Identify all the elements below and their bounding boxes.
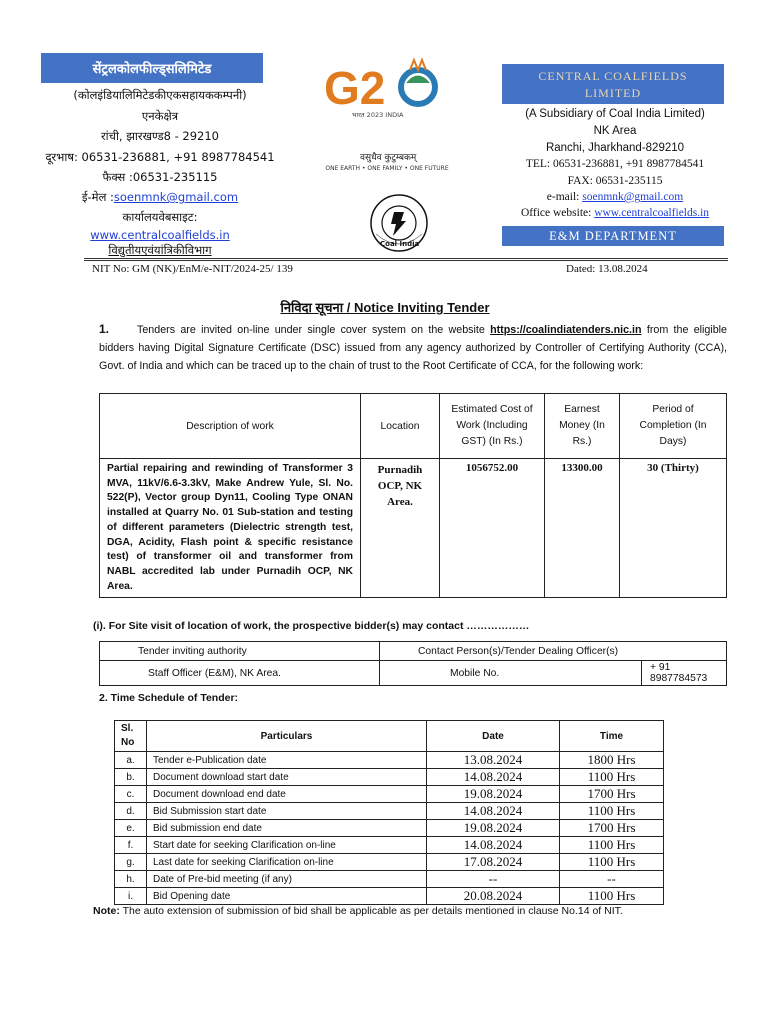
g20-subtitle: भारत 2023 INDIA bbox=[352, 111, 404, 119]
para-1-text: Tenders are invited on-line under single cover system on the website bbox=[137, 324, 485, 336]
hindi-website-label: कार्यालयवेबसाइट: bbox=[122, 210, 198, 224]
schedule-date: -- bbox=[427, 871, 560, 888]
schedule-particular: Last date for seeking Clarification on-line bbox=[147, 854, 427, 871]
table-row bbox=[115, 854, 664, 871]
schedule-title: 2. Time Schedule of Tender: bbox=[99, 692, 239, 704]
tender-website-link[interactable]: https://coalindiatenders.nic.in bbox=[490, 324, 642, 336]
contact-mobile-label: Mobile No. bbox=[380, 661, 642, 686]
schedule-sl: c. bbox=[115, 786, 147, 803]
work-location: Purnadih OCP, NK Area. bbox=[361, 459, 440, 598]
schedule-time: 1700 Hrs bbox=[560, 786, 664, 803]
work-header-location: Location bbox=[361, 394, 440, 459]
english-city-line: Ranchi, Jharkhand-829210 bbox=[545, 142, 685, 154]
schedule-table bbox=[114, 720, 664, 905]
g20-hindi-motto: वसुधैव कुटुम्बकम् bbox=[360, 153, 417, 163]
schedule-sl: b. bbox=[115, 769, 147, 786]
english-company-banner bbox=[502, 64, 724, 104]
english-fax-line: FAX: 06531-235115 bbox=[567, 175, 663, 187]
hindi-company-banner: सेंट्रलकोलफील्ड्सलिमिटेड bbox=[41, 53, 263, 83]
nit-date: Dated: 13.08.2024 bbox=[566, 263, 648, 275]
english-website-label: Office website: bbox=[520, 207, 595, 219]
nit-number: NIT No: GM (NK)/EnM/e-NIT/2024-25/ 139 bbox=[92, 263, 293, 275]
schedule-header-row bbox=[115, 721, 664, 752]
table-row bbox=[115, 837, 664, 854]
schedule-particular: Date of Pre-bid meeting (if any) bbox=[147, 871, 427, 888]
para-1-rest: from the eligible bidders having Digital Signature Certificate (DSC) issued from any agency authorized by Controller of Certifying Authority (CCA), Govt. of India and which can be traced up to the chain of trust to the Root Certificate of CCA, for the following work: bbox=[99, 324, 727, 372]
em-department-banner: E&M DEPARTMENT bbox=[502, 226, 724, 246]
hindi-area-line: एनकेक्षेत्र bbox=[141, 109, 179, 123]
header-divider-2 bbox=[84, 260, 728, 261]
hindi-fax-line: फैक्स :06531-235115 bbox=[102, 170, 218, 184]
hindi-website-link[interactable]: www.centralcoalfields.in bbox=[90, 228, 230, 242]
contact-row bbox=[100, 661, 727, 686]
hindi-email-label: ई-मेल : bbox=[81, 190, 114, 204]
schedule-date: 17.08.2024 bbox=[427, 854, 560, 871]
contact-mobile-number: + 91 8987784573 bbox=[642, 661, 727, 686]
schedule-header-date: Date bbox=[427, 721, 560, 752]
schedule-header-time: Time bbox=[560, 721, 664, 752]
schedule-time: -- bbox=[560, 871, 664, 888]
hindi-email-line bbox=[30, 190, 290, 205]
schedule-particular: Tender e-Publication date bbox=[147, 752, 427, 769]
schedule-sl: i. bbox=[115, 888, 147, 905]
work-header-emd: Earnest Money (In Rs.) bbox=[545, 394, 620, 459]
para-1-number: 1. bbox=[99, 322, 110, 336]
english-email-link[interactable]: soenmnk@gmail.com bbox=[582, 191, 684, 203]
footer-note bbox=[93, 903, 728, 920]
coal-india-logo bbox=[368, 190, 430, 256]
table-row bbox=[115, 820, 664, 837]
para-1 bbox=[99, 320, 727, 375]
hindi-email-link[interactable]: soenmnk@gmail.com bbox=[113, 190, 239, 204]
hindi-department: विद्युतीयएवंयांत्रिकीविभाग bbox=[108, 243, 212, 257]
english-website-line bbox=[495, 207, 735, 219]
work-table-row bbox=[100, 459, 727, 598]
work-cost: 1056752.00 bbox=[440, 459, 545, 598]
schedule-date: 20.08.2024 bbox=[427, 888, 560, 905]
work-header-period: Period of Completion (In Days) bbox=[620, 394, 727, 459]
contact-header-authority: Tender inviting authority bbox=[100, 642, 380, 661]
schedule-particular: Bid submission end date bbox=[147, 820, 427, 837]
hindi-city-line: रांची, झारखण्ड8 - 29210 bbox=[100, 129, 220, 143]
schedule-date: 13.08.2024 bbox=[427, 752, 560, 769]
work-description: Partial repairing and rewinding of Transformer 3 MVA, 11kV/6.6-3.3kV, Make Andrew Yule, Sl. No. 522(P), Vector group Dyn11, Cooling Type ONAN installed at Quarry No. 01 Sub-station and testing of different parameters (Dielectric strength test, DGA, Acidity, Flash point & specific resistance test) of transformer oil and transformer from NABL accredited lab under Purnadih OCP, NK Area. bbox=[100, 459, 361, 598]
schedule-particular: Bid Opening date bbox=[147, 888, 427, 905]
schedule-time: 1100 Hrs bbox=[560, 769, 664, 786]
schedule-time: 1100 Hrs bbox=[560, 854, 664, 871]
work-table bbox=[99, 393, 727, 598]
schedule-sl: d. bbox=[115, 803, 147, 820]
schedule-sl: f. bbox=[115, 837, 147, 854]
work-table-header bbox=[100, 394, 727, 459]
work-header-description: Description of work bbox=[100, 394, 361, 459]
table-row bbox=[115, 888, 664, 905]
g20-logo bbox=[318, 56, 453, 178]
svg-text:G2: G2 bbox=[324, 62, 386, 114]
table-row bbox=[115, 752, 664, 769]
schedule-time: 1100 Hrs bbox=[560, 888, 664, 905]
work-period: 30 (Thirty) bbox=[620, 459, 727, 598]
schedule-date: 14.08.2024 bbox=[427, 769, 560, 786]
contact-header-person: Contact Person(s)/Tender Dealing Officer(s) bbox=[380, 642, 727, 661]
schedule-date: 14.08.2024 bbox=[427, 837, 560, 854]
english-subsidiary-line: (A Subsidiary of Coal India Limited) bbox=[525, 108, 705, 120]
page-title: निविदा सूचना / Notice Inviting Tender bbox=[280, 300, 490, 315]
schedule-time: 1800 Hrs bbox=[560, 752, 664, 769]
schedule-particular: Document download end date bbox=[147, 786, 427, 803]
note-text: The auto extension of submission of bid shall be applicable as per details mentioned in clause No.14 of NIT. bbox=[122, 905, 623, 917]
site-visit-note: (i). For Site visit of location of work, the prospective bidder(s) may contact ……………… bbox=[93, 620, 530, 632]
english-email-line bbox=[495, 191, 735, 203]
schedule-sl: g. bbox=[115, 854, 147, 871]
schedule-date: 19.08.2024 bbox=[427, 786, 560, 803]
schedule-date: 19.08.2024 bbox=[427, 820, 560, 837]
schedule-particular: Bid Submission start date bbox=[147, 803, 427, 820]
table-row bbox=[115, 803, 664, 820]
schedule-time: 1100 Hrs bbox=[560, 837, 664, 854]
hindi-subsidiary-line: (कोलइंडियालिमिटेडकीएकसहायककम्पनी) bbox=[73, 88, 247, 102]
work-header-cost: Estimated Cost of Work (Including GST) (In Rs.) bbox=[440, 394, 545, 459]
schedule-header-sl: Sl. No bbox=[115, 721, 147, 752]
schedule-date: 14.08.2024 bbox=[427, 803, 560, 820]
schedule-particular: Start date for seeking Clarification on-line bbox=[147, 837, 427, 854]
table-row bbox=[115, 769, 664, 786]
english-email-label: e-mail: bbox=[546, 191, 583, 203]
table-row bbox=[115, 871, 664, 888]
schedule-time: 1700 Hrs bbox=[560, 820, 664, 837]
schedule-particular: Document download start date bbox=[147, 769, 427, 786]
english-website-link[interactable]: www.centralcoalfields.in bbox=[594, 207, 710, 219]
coal-india-logo-text: Coal India bbox=[380, 240, 420, 248]
contact-authority: Staff Officer (E&M), NK Area. bbox=[100, 661, 380, 686]
english-banner-line2: LIMITED bbox=[584, 86, 642, 100]
schedule-time: 1100 Hrs bbox=[560, 803, 664, 820]
contact-header-row bbox=[100, 642, 727, 661]
hindi-website-line bbox=[30, 228, 290, 242]
work-emd: 13300.00 bbox=[545, 459, 620, 598]
contact-table bbox=[99, 641, 727, 686]
g20-tagline: ONE EARTH • ONE FAMILY • ONE FUTURE bbox=[325, 165, 449, 172]
note-label: Note: bbox=[93, 905, 120, 917]
english-tel-line: TEL: 06531-236881, +91 8987784541 bbox=[525, 158, 705, 170]
schedule-sl: h. bbox=[115, 871, 147, 888]
hindi-phone-line: दूरभाष: 06531-236881, +91 8987784541 bbox=[45, 150, 275, 164]
english-banner-line1: CENTRAL COALFIELDS bbox=[538, 69, 688, 83]
schedule-sl: a. bbox=[115, 752, 147, 769]
schedule-header-particulars: Particulars bbox=[147, 721, 427, 752]
table-row bbox=[115, 786, 664, 803]
english-area-line: NK Area bbox=[593, 125, 637, 137]
schedule-sl: e. bbox=[115, 820, 147, 837]
header-divider bbox=[84, 258, 728, 259]
